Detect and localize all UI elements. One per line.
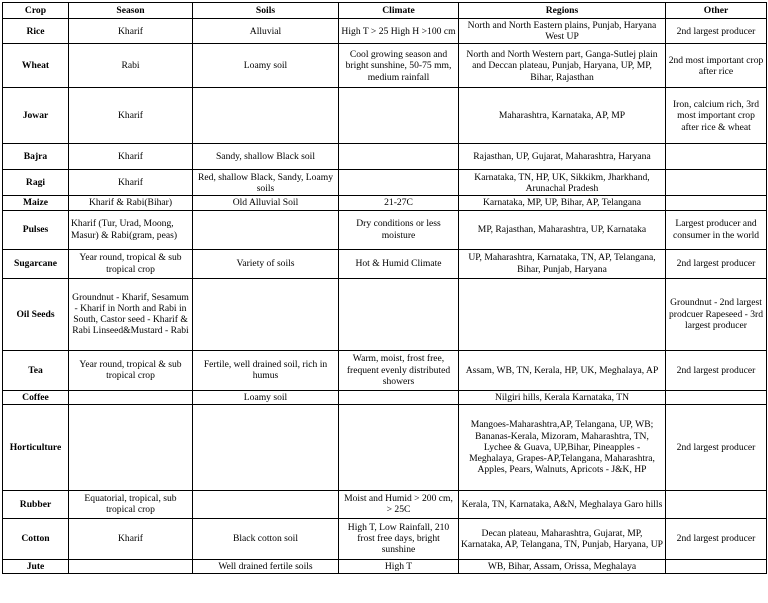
soils-cell: Loamy soil xyxy=(193,390,339,404)
season-cell: Kharif xyxy=(69,170,193,196)
season-cell: Kharif (Tur, Urad, Moong, Masur) & Rabi(gram, peas) xyxy=(69,210,193,249)
season-cell xyxy=(69,559,193,573)
other-cell: 2nd largest producer xyxy=(666,19,767,44)
soils-cell: Alluvial xyxy=(193,19,339,44)
other-cell: Iron, calcium rich, 3rd most important crop after rice & wheat xyxy=(666,88,767,144)
climate-cell: Hot & Humid Climate xyxy=(339,249,459,278)
header-soils: Soils xyxy=(193,3,339,19)
soils-cell: Fertile, well drained soil, rich in humus xyxy=(193,350,339,390)
crop-cell: Pulses xyxy=(3,210,69,249)
regions-cell xyxy=(459,278,666,350)
climate-cell xyxy=(339,404,459,490)
climate-cell: Dry conditions or less moisture xyxy=(339,210,459,249)
table-row xyxy=(3,144,767,170)
table-row xyxy=(3,490,767,518)
crop-cell: Cotton xyxy=(3,518,69,559)
season-cell xyxy=(69,390,193,404)
regions-cell: North and North Eastern plains, Punjab, Haryana West UP xyxy=(459,19,666,44)
season-cell: Year round, tropical & sub tropical crop xyxy=(69,350,193,390)
crop-cell: Jute xyxy=(3,559,69,573)
regions-cell: North and North Western part, Ganga-Sutlej plain and Deccan plateau, Punjab, Haryana, UP, MP, Bihar, Rajasthan xyxy=(459,44,666,88)
season-cell: Kharif xyxy=(69,88,193,144)
table-row xyxy=(3,88,767,144)
soils-cell: Red, shallow Black, Sandy, Loamy soils xyxy=(193,170,339,196)
soils-cell xyxy=(193,210,339,249)
season-cell: Kharif xyxy=(69,19,193,44)
climate-cell: Moist and Humid > 200 cm, > 25C xyxy=(339,490,459,518)
regions-cell: Karnataka, TN, HP, UK, Sikkikm, Jharkhand, Arunachal Pradesh xyxy=(459,170,666,196)
header-row xyxy=(3,3,767,19)
regions-cell: Karnataka, MP, UP, Bihar, AP, Telangana xyxy=(459,196,666,210)
season-cell: Kharif xyxy=(69,144,193,170)
soils-cell: Variety of soils xyxy=(193,249,339,278)
crop-cell: Jowar xyxy=(3,88,69,144)
regions-cell: MP, Rajasthan, Maharashtra, UP, Karnataka xyxy=(459,210,666,249)
soils-cell xyxy=(193,278,339,350)
table-row xyxy=(3,278,767,350)
other-cell xyxy=(666,170,767,196)
other-cell xyxy=(666,490,767,518)
regions-cell: Kerala, TN, Karnataka, A&N, Meghalaya Garo hills xyxy=(459,490,666,518)
table-row xyxy=(3,196,767,210)
crop-cell: Tea xyxy=(3,350,69,390)
regions-cell: Maharashtra, Karnataka, AP, MP xyxy=(459,88,666,144)
crop-cell: Wheat xyxy=(3,44,69,88)
other-cell: 2nd largest producer xyxy=(666,518,767,559)
other-cell: Groundnut - 2nd largest prodcuer Rapeseed - 3rd largest producer xyxy=(666,278,767,350)
table-row xyxy=(3,249,767,278)
soils-cell: Black cotton soil xyxy=(193,518,339,559)
crop-cell: Sugarcane xyxy=(3,249,69,278)
crop-cell: Oil Seeds xyxy=(3,278,69,350)
regions-cell: Nilgiri hills, Kerala Karnataka, TN xyxy=(459,390,666,404)
table-row xyxy=(3,44,767,88)
header-other: Other xyxy=(666,3,767,19)
table-row xyxy=(3,559,767,573)
climate-cell: High T, Low Rainfall, 210 frost free days, bright sunshine xyxy=(339,518,459,559)
season-cell xyxy=(69,404,193,490)
crop-cell: Rubber xyxy=(3,490,69,518)
other-cell: 2nd largest producer xyxy=(666,404,767,490)
soils-cell: Sandy, shallow Black soil xyxy=(193,144,339,170)
regions-cell: Assam, WB, TN, Kerala, HP, UK, Meghalaya, AP xyxy=(459,350,666,390)
climate-cell: 21-27C xyxy=(339,196,459,210)
table-row xyxy=(3,390,767,404)
soils-cell xyxy=(193,88,339,144)
season-cell: Equatorial, tropical, sub tropical crop xyxy=(69,490,193,518)
regions-cell: UP, Maharashtra, Karnataka, TN, AP, Telangana, Bihar, Punjab, Haryana xyxy=(459,249,666,278)
season-cell: Rabi xyxy=(69,44,193,88)
header-regions: Regions xyxy=(459,3,666,19)
soils-cell: Loamy soil xyxy=(193,44,339,88)
regions-cell: WB, Bihar, Assam, Orissa, Meghalaya xyxy=(459,559,666,573)
season-cell: Kharif xyxy=(69,518,193,559)
other-cell: 2nd largest producer xyxy=(666,249,767,278)
soils-cell: Old Alluvial Soil xyxy=(193,196,339,210)
climate-cell: Warm, moist, frost free, frequent evenly distributed showers xyxy=(339,350,459,390)
climate-cell xyxy=(339,170,459,196)
table-row xyxy=(3,170,767,196)
other-cell xyxy=(666,559,767,573)
other-cell xyxy=(666,144,767,170)
season-cell: Kharif & Rabi(Bihar) xyxy=(69,196,193,210)
season-cell: Groundnut - Kharif, Sesamum - Kharif in North and Rabi in South, Castor seed - Kharif & Rabi Linseed&Mustard - Rabi xyxy=(69,278,193,350)
other-cell xyxy=(666,196,767,210)
crop-cell: Ragi xyxy=(3,170,69,196)
header-crop: Crop xyxy=(3,3,69,19)
regions-cell: Decan plateau, Maharashtra, Gujarat, MP, Karnataka, AP, Telangana, TN, Punjab, Haryana, UP xyxy=(459,518,666,559)
crop-cell: Horticulture xyxy=(3,404,69,490)
other-cell: Largest producer and consumer in the world xyxy=(666,210,767,249)
other-cell xyxy=(666,390,767,404)
table-row xyxy=(3,210,767,249)
soils-cell xyxy=(193,490,339,518)
other-cell: 2nd most important crop after rice xyxy=(666,44,767,88)
table-row xyxy=(3,404,767,490)
other-cell: 2nd largest producer xyxy=(666,350,767,390)
soils-cell xyxy=(193,404,339,490)
season-cell: Year round, tropical & sub tropical crop xyxy=(69,249,193,278)
crop-cell: Rice xyxy=(3,19,69,44)
climate-cell: High T > 25 High H >100 cm xyxy=(339,19,459,44)
header-climate: Climate xyxy=(339,3,459,19)
climate-cell xyxy=(339,144,459,170)
climate-cell xyxy=(339,88,459,144)
crops-table xyxy=(2,2,767,574)
crop-cell: Bajra xyxy=(3,144,69,170)
crop-cell: Coffee xyxy=(3,390,69,404)
climate-cell: High T xyxy=(339,559,459,573)
soils-cell: Well drained fertile soils xyxy=(193,559,339,573)
regions-cell: Mangoes-Maharashtra,AP, Telangana, UP, WB; Bananas-Kerala, Mizoram, Maharashtra, TN, Lychee & Guava, UP,Bihar, Pineapples - Meghalaya, Grapes-AP,Telangana, Maharashtra, Apples, Pears, Walnuts, Apricots - J&K, HP xyxy=(459,404,666,490)
climate-cell xyxy=(339,390,459,404)
table-row xyxy=(3,19,767,44)
table-row xyxy=(3,518,767,559)
crop-cell: Maize xyxy=(3,196,69,210)
header-season: Season xyxy=(69,3,193,19)
climate-cell xyxy=(339,278,459,350)
climate-cell: Cool growing season and bright sunshine, 50-75 mm, medium rainfall xyxy=(339,44,459,88)
regions-cell: Rajasthan, UP, Gujarat, Maharashtra, Haryana xyxy=(459,144,666,170)
table-row xyxy=(3,350,767,390)
